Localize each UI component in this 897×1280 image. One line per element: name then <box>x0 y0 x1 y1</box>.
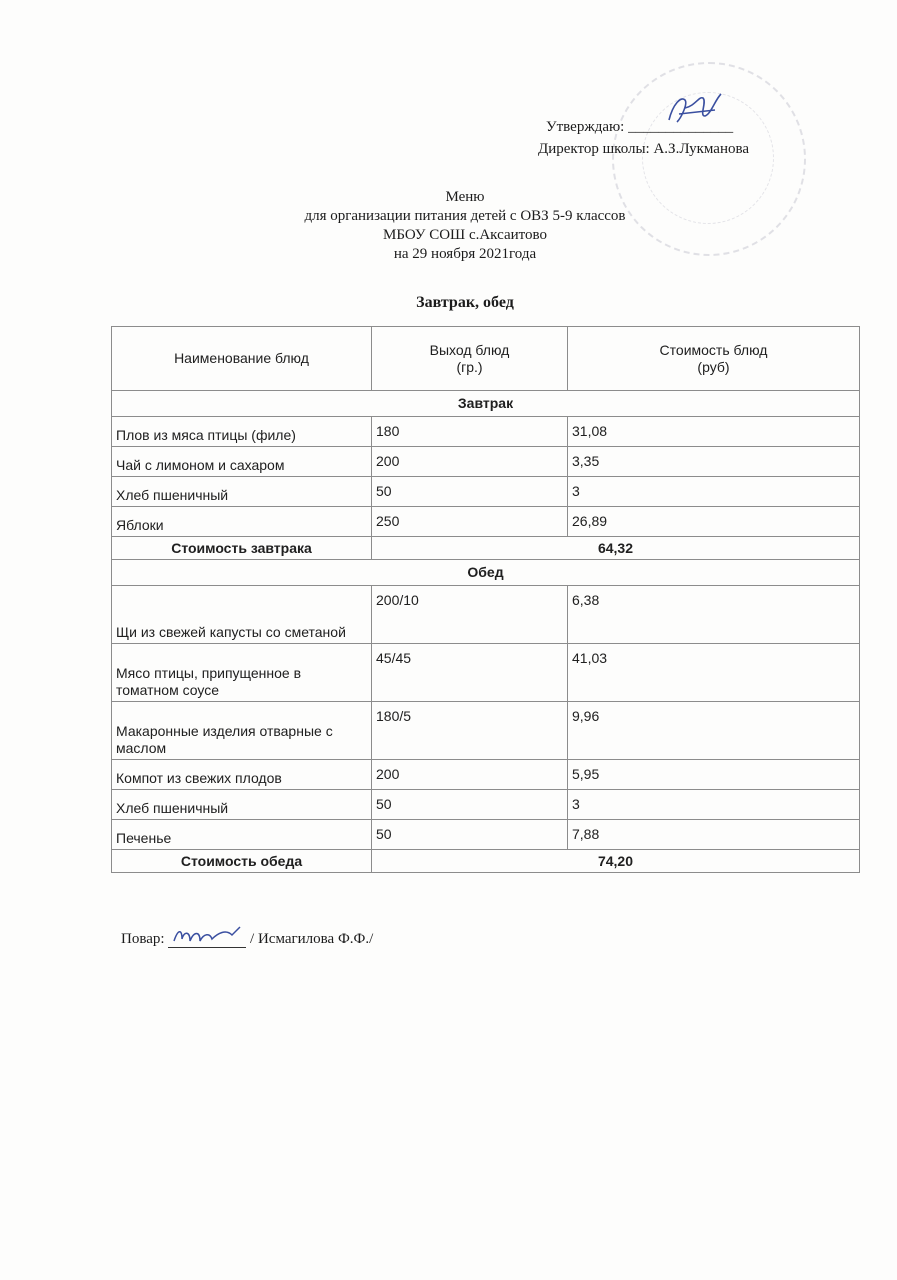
portion-cell: 200 <box>372 760 568 790</box>
price-cell: 9,96 <box>568 702 860 760</box>
price-cell: 3 <box>568 477 860 507</box>
price-cell: 26,89 <box>568 507 860 537</box>
price-cell: 3,35 <box>568 447 860 477</box>
cook-label: Повар: <box>121 931 165 947</box>
heading-line-2: для организации питания детей с ОВЗ 5-9 классов <box>304 208 626 224</box>
approval-line: Утверждаю: ______________ <box>546 119 734 135</box>
column-header: Выход блюд (гр.) <box>372 327 568 391</box>
table-header-row <box>112 327 860 391</box>
approval-block <box>538 116 749 160</box>
heading-line-4: на 29 ноября 2021года <box>393 246 537 262</box>
heading-line-3: МБОУ СОШ с.Аксаитово <box>383 227 547 243</box>
price-cell: 31,08 <box>568 417 860 447</box>
table-row <box>112 507 860 537</box>
portion-cell: 50 <box>372 790 568 820</box>
table-row <box>112 760 860 790</box>
dish-name-cell: Хлеб пшеничный <box>112 790 372 820</box>
portion-cell: 50 <box>372 820 568 850</box>
portion-cell: 50 <box>372 477 568 507</box>
table-row <box>112 644 860 702</box>
total-label: Стоимость завтрака <box>112 537 372 560</box>
section-row-breakfast <box>112 391 860 417</box>
column-header: Стоимость блюд (руб) <box>568 327 860 391</box>
cook-signature-line <box>121 927 373 948</box>
price-cell: 3 <box>568 790 860 820</box>
portion-cell: 180 <box>372 417 568 447</box>
table-row <box>112 820 860 850</box>
meal-subtitle: Завтрак, обед <box>416 294 514 311</box>
portion-cell: 45/45 <box>372 644 568 702</box>
dish-name-cell: Щи из свежей капусты со сметаной <box>112 586 372 644</box>
section-row-lunch <box>112 560 860 586</box>
total-value: 74,20 <box>372 850 860 873</box>
section-title: Обед <box>112 560 860 586</box>
table-row <box>112 586 860 644</box>
table-row <box>112 447 860 477</box>
portion-cell: 200/10 <box>372 586 568 644</box>
dish-name-cell: Хлеб пшеничный <box>112 477 372 507</box>
dish-name-cell: Печенье <box>112 820 372 850</box>
cook-signature <box>168 927 246 948</box>
total-label: Стоимость обеда <box>112 850 372 873</box>
cook-name: / Исмагилова Ф.Ф./ <box>250 931 374 947</box>
dish-name-cell: Яблоки <box>112 507 372 537</box>
column-header: Наименование блюд <box>112 327 372 391</box>
dish-name-cell: Макаронные изделия отварные с маслом <box>112 702 372 760</box>
price-cell: 5,95 <box>568 760 860 790</box>
portion-cell: 180/5 <box>372 702 568 760</box>
menu-table <box>111 326 860 873</box>
price-cell: 6,38 <box>568 586 860 644</box>
heading-line-1: Меню <box>445 189 485 205</box>
price-cell: 41,03 <box>568 644 860 702</box>
portion-cell: 250 <box>372 507 568 537</box>
price-cell: 7,88 <box>568 820 860 850</box>
dish-name-cell: Компот из свежих плодов <box>112 760 372 790</box>
total-value: 64,32 <box>372 537 860 560</box>
portion-cell: 200 <box>372 447 568 477</box>
table-row <box>112 790 860 820</box>
document-heading <box>0 188 897 264</box>
table-row <box>112 702 860 760</box>
table-row <box>112 417 860 447</box>
total-row-lunch <box>112 850 860 873</box>
dish-name-cell: Плов из мяса птицы (филе) <box>112 417 372 447</box>
dish-name-cell: Чай с лимоном и сахаром <box>112 447 372 477</box>
table-row <box>112 477 860 507</box>
director-line: Директор школы: А.З.Лукманова <box>538 141 750 157</box>
section-title: Завтрак <box>112 391 860 417</box>
dish-name-cell: Мясо птицы, припущенное в томатном соусе <box>112 644 372 702</box>
total-row-breakfast <box>112 537 860 560</box>
